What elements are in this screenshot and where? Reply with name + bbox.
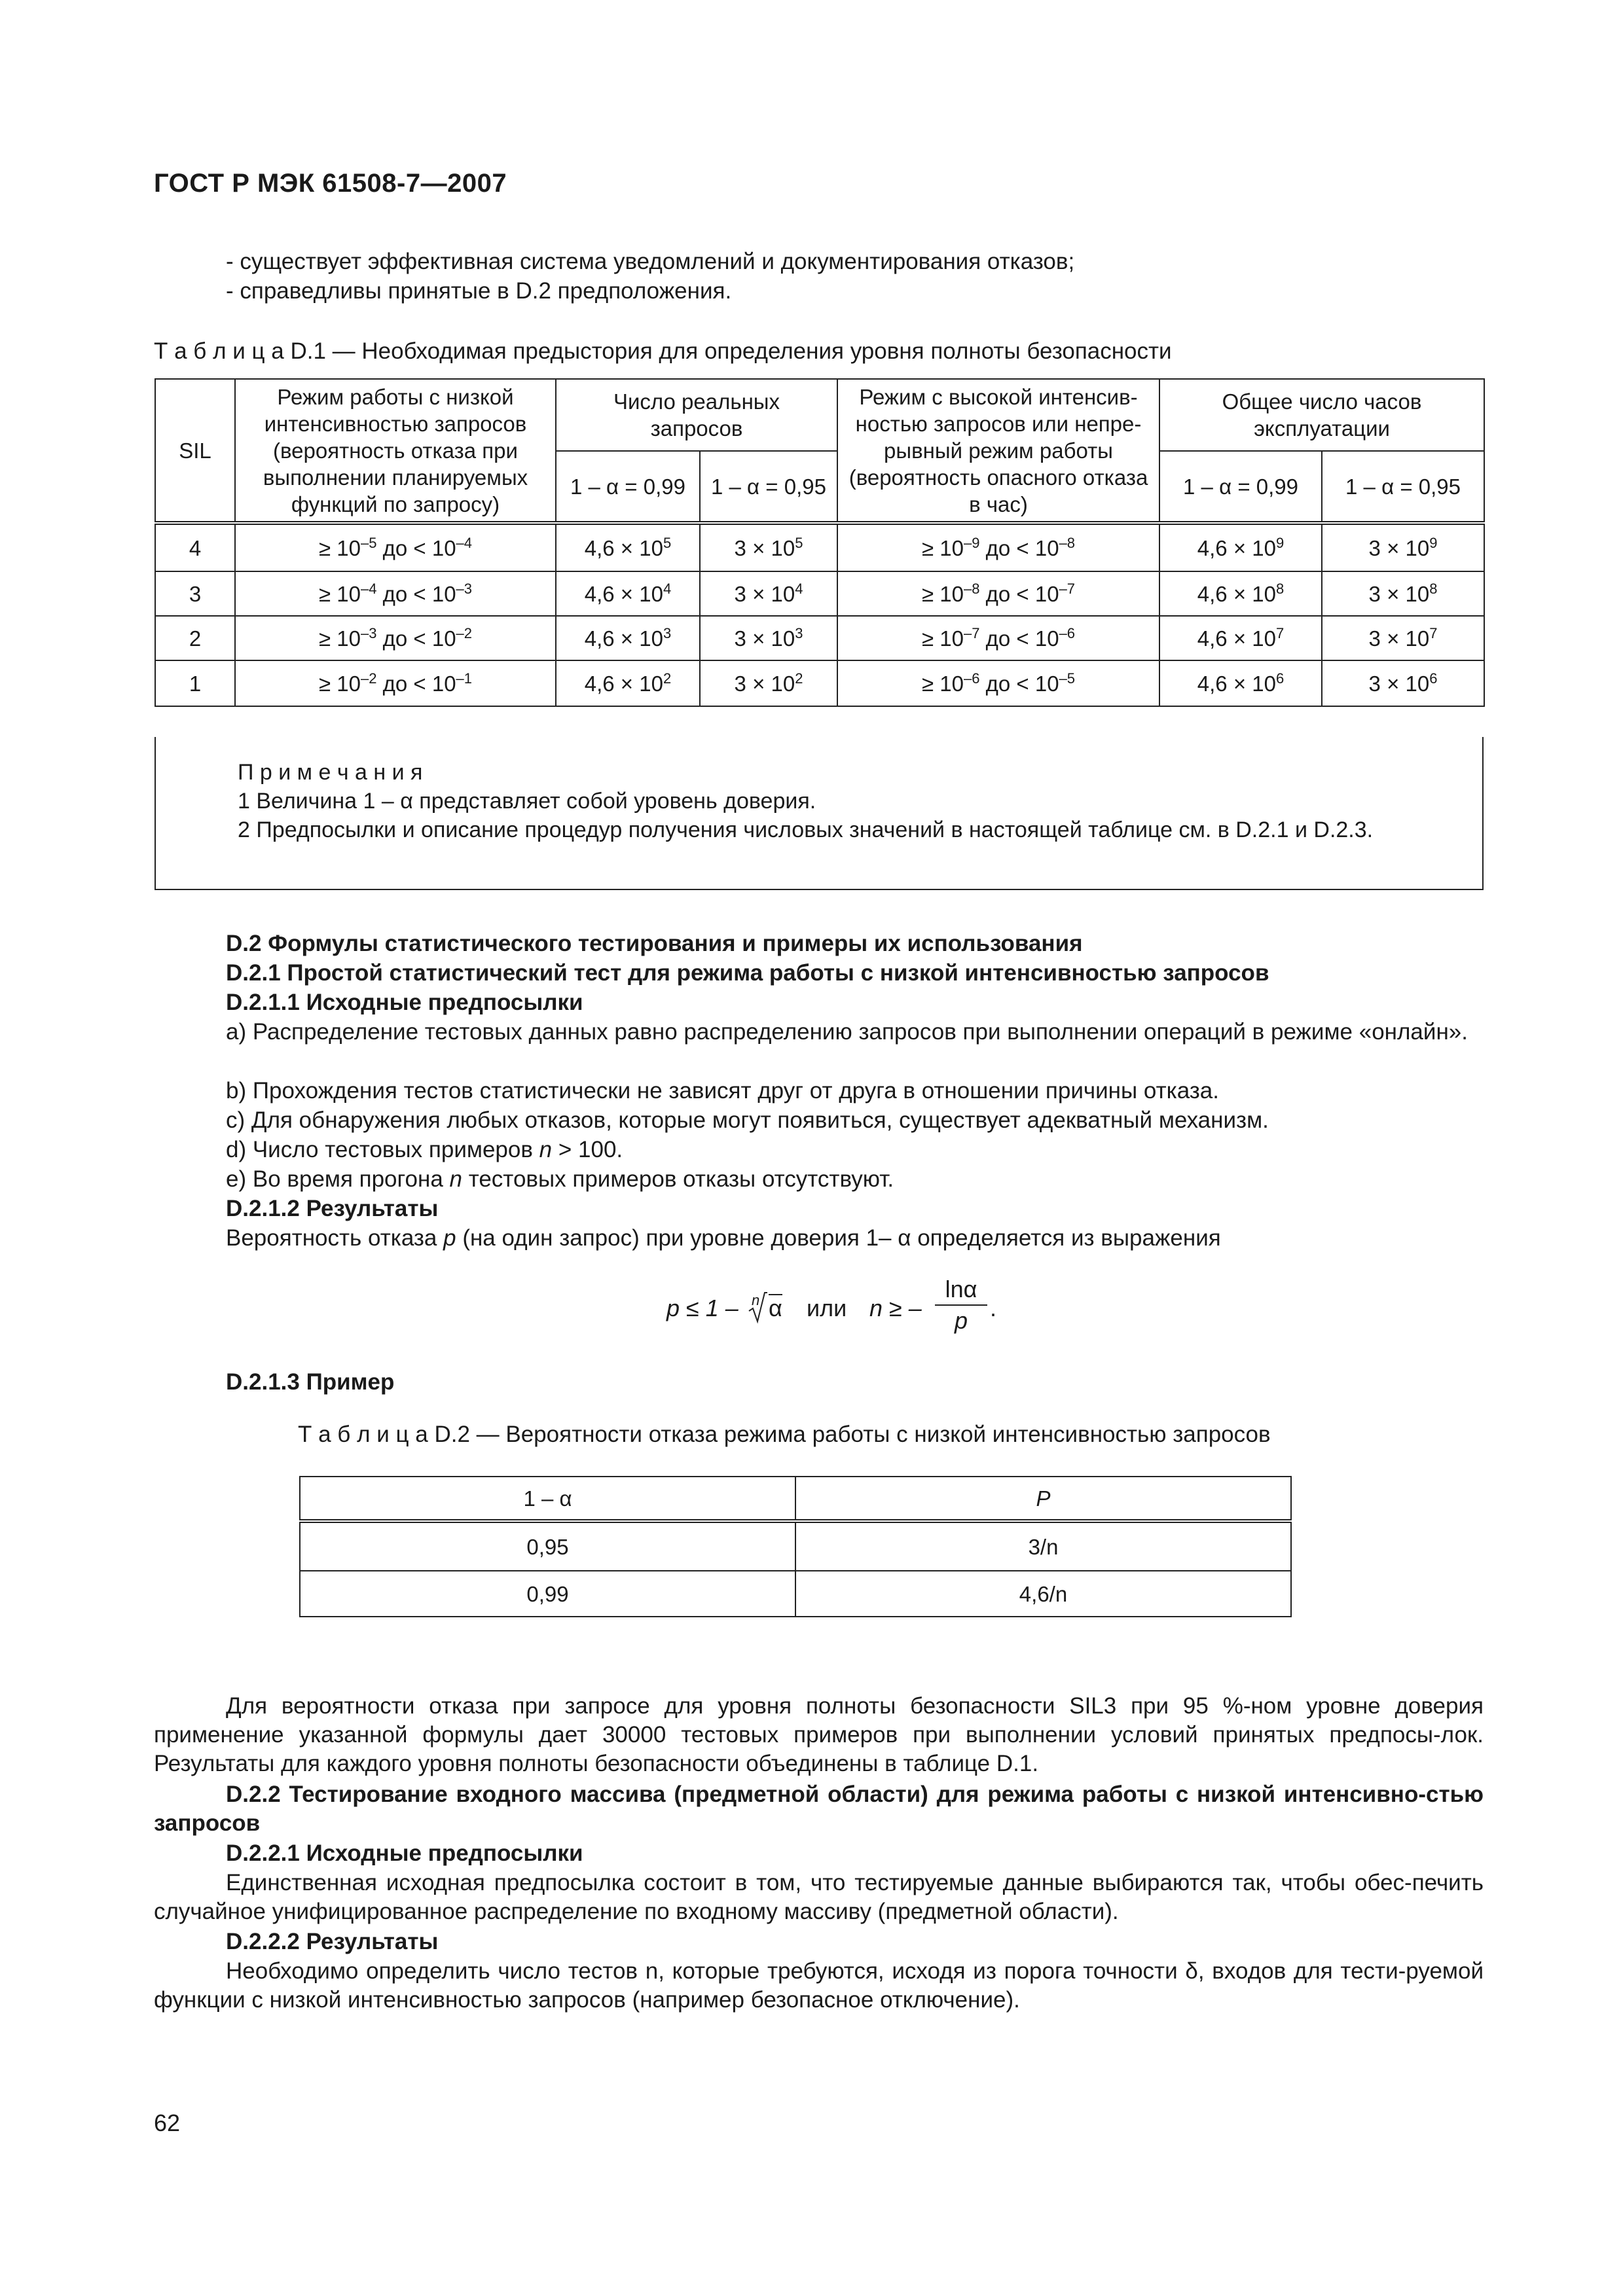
table1-header-req-95: 1 – α = 0,95 — [700, 451, 837, 523]
formula-left: p ≤ 1 – — [666, 1295, 739, 1321]
heading-d21: D.2.1 Простой статистический тест для режима работы с низкой интенсивностью запросов — [226, 960, 1269, 986]
formula-numerator: lnα — [935, 1274, 987, 1306]
table-row — [155, 571, 1484, 616]
table-d2 — [299, 1476, 1292, 1617]
table-cell: $4,6 \times 10^6$ — [1159, 660, 1322, 706]
item-b: b) Прохождения тестов статистически не зависят друг от друга в отношении причины отказа. — [226, 1078, 1219, 1103]
table1-notes — [155, 737, 1484, 890]
table-cell: $3 \times 10^6$ — [1322, 660, 1484, 706]
heading-d212: D.2.1.2 Результаты — [226, 1196, 439, 1221]
document-header: ГОСТ Р МЭК 61508-7—2007 — [154, 169, 507, 198]
paragraph-results: Необходимо определить число тестов n, которые требуются, исходя из порога точности δ, входов для тести-руемой функции с низкой интенсивностью запросов (например безопасное отключение). — [154, 1958, 1484, 2013]
table-cell: $3 \times 10^2$ — [700, 660, 837, 706]
table1-header-real-requests: Число реальных запросов — [556, 379, 837, 451]
formula-fraction — [935, 1274, 987, 1336]
formula-radicand: α — [769, 1295, 782, 1321]
table-cell: $3 \times 10^7$ — [1322, 616, 1484, 660]
table-cell: 2 — [155, 616, 235, 660]
table-cell: $3 \times 10^3$ — [700, 616, 837, 660]
formula-right-lhs: n ≥ – — [869, 1295, 922, 1321]
heading-d213: D.2.1.3 Пример — [226, 1369, 395, 1395]
table-cell: $4,6 \times 10^9$ — [1159, 523, 1322, 571]
table1-caption-text: D.1 — Необходимая предыстория для определения уровня полноты безопасности — [283, 338, 1172, 364]
heading-d221: D.2.2.1 Исходные предпосылки — [226, 1840, 583, 1866]
table2-caption — [298, 1420, 1293, 1449]
table-row — [155, 616, 1484, 660]
item-a: a) Распределение тестовых данных равно распределению запросов при выполнении операций в режиме «онлайн». — [226, 1019, 1468, 1045]
table-cell: 3/n — [795, 1521, 1291, 1571]
item-c: c) Для обнаружения любых отказов, которые могут появиться, существует адекватный механизм. — [226, 1107, 1269, 1133]
heading-d222: D.2.2.2 Результаты — [226, 1929, 439, 1954]
table-row — [300, 1571, 1291, 1617]
table-cell: $4,6 \times 10^5$ — [556, 523, 700, 571]
table2-header-confidence: 1 – α — [300, 1477, 795, 1521]
intro-item-1: - существует эффективная система уведомлений и документирования отказов; — [226, 249, 1075, 274]
table-row — [155, 523, 1484, 571]
table-cell: ≥ $10^{-7}$ до < $10^{-6}$ — [837, 616, 1159, 660]
table-cell: $3 \times 10^5$ — [700, 523, 837, 571]
table-cell: $4,6 \times 10^7$ — [1159, 616, 1322, 660]
table-cell: $4,6 \times 10^8$ — [1159, 571, 1322, 616]
table1-notes-title: П р и м е ч а н и я — [238, 760, 423, 785]
table-cell: 4,6/n — [795, 1571, 1291, 1617]
paragraph-premise: Единственная исходная предпосылка состоит в том, что тестируемые данные выбираются так, чтобы обес-печить случайное унифицированное распределение по входному массиву (предметной области). — [154, 1870, 1484, 1924]
table1-caption-prefix: Т а б л и ц а — [154, 338, 284, 364]
table1-header-high-mode: Режим с высокой интенсив-ностью запросов или непре-рывный режим работы (вероятность опасного отказа в час) — [837, 379, 1159, 523]
table-cell: $3 \times 10^8$ — [1322, 571, 1484, 616]
table-cell: $4,6 \times 10^3$ — [556, 616, 700, 660]
table1-header-req-99: 1 – α = 0,99 — [556, 451, 700, 523]
intro-item-2: - справедливы принятые в D.2 предположения. — [226, 278, 732, 304]
table-cell: ≥ $10^{-3}$ до < $10^{-2}$ — [235, 616, 556, 660]
table-cell: 0,99 — [300, 1571, 795, 1617]
formula-denominator: p — [954, 1307, 968, 1334]
table1-note-1: 1 Величина 1 – α представляет собой уровень доверия. — [238, 789, 816, 814]
table-cell: ≥ $10^{-2}$ до < $10^{-1}$ — [235, 660, 556, 706]
heading-d22: D.2.2 Тестирование входного массива (предметной области) для режима работы с низкой интенсивно-стью запросов — [154, 1782, 1484, 1836]
result-text: Вероятность отказа p (на один запрос) при уровне доверия 1– α определяется из выражения — [226, 1225, 1221, 1251]
table1-header-total-hours: Общее число часов эксплуатации — [1159, 379, 1484, 451]
item-e: e) Во время прогона n тестовых примеров отказы отсутствуют. — [226, 1166, 894, 1192]
table-cell: $3 \times 10^9$ — [1322, 523, 1484, 571]
table-row — [155, 660, 1484, 706]
table1-header-hrs-95: 1 – α = 0,95 — [1322, 451, 1484, 523]
table-cell: ≥ $10^{-4}$ до < $10^{-3}$ — [235, 571, 556, 616]
table-cell: 0,95 — [300, 1521, 795, 1571]
heading-d2: D.2 Формулы статистического тестирования и примеры их использования — [226, 931, 1083, 956]
formula-failure-probability — [666, 1276, 1033, 1358]
formula-root-index: n — [752, 1292, 760, 1308]
table1-header-low-mode: Режим работы с низкой интенсивностью запросов (вероятность отказа при выполнении планируемых функций по запросу) — [235, 379, 556, 523]
table-cell: $4,6 \times 10^2$ — [556, 660, 700, 706]
table-cell: 1 — [155, 660, 235, 706]
table-cell: ≥ $10^{-5}$ до < $10^{-4}$ — [235, 523, 556, 571]
table1-header-sil: SIL — [155, 379, 235, 523]
formula-end: . — [990, 1295, 997, 1321]
table-d1 — [155, 378, 1485, 707]
paragraph-sil3: Для вероятности отказа при запросе для уровня полноты безопасности SIL3 при 95 %-ном уровне доверия применение указанной формулы дает 30000 тестовых примеров при выполнении условий принятых предпосы-лок. Результаты для каждого уровня полноты безопасности объединены в таблице D.1. — [154, 1693, 1484, 1776]
formula-or: или — [807, 1295, 847, 1321]
table-cell: ≥ $10^{-9}$ до < $10^{-8}$ — [837, 523, 1159, 571]
table-cell: $4,6 \times 10^4$ — [556, 571, 700, 616]
table-row — [300, 1521, 1291, 1571]
item-d: d) Число тестовых примеров n > 100. — [226, 1137, 623, 1162]
table1-header-hrs-99: 1 – α = 0,99 — [1159, 451, 1322, 523]
table-cell: ≥ $10^{-6}$ до < $10^{-5}$ — [837, 660, 1159, 706]
table2-caption-text: D.2 — Вероятности отказа режима работы с низкой интенсивностью запросов — [428, 1422, 1271, 1447]
radical-sign-icon — [748, 1291, 767, 1324]
table-cell: 4 — [155, 523, 235, 571]
table1-caption — [154, 337, 1172, 366]
table-cell: ≥ $10^{-8}$ до < $10^{-7}$ — [837, 571, 1159, 616]
table2-caption-prefix: Т а б л и ц а — [298, 1422, 428, 1447]
heading-d211: D.2.1.1 Исходные предпосылки — [226, 990, 583, 1015]
table-cell: $3 \times 10^4$ — [700, 571, 837, 616]
page-number: 62 — [154, 2109, 181, 2136]
table2-header-p: P — [795, 1477, 1291, 1521]
table1-note-2: 2 Предпосылки и описание процедур получения числовых значений в настоящей таблице см. в D.2.1 и D.2.3. — [238, 817, 1374, 842]
table-cell: 3 — [155, 571, 235, 616]
